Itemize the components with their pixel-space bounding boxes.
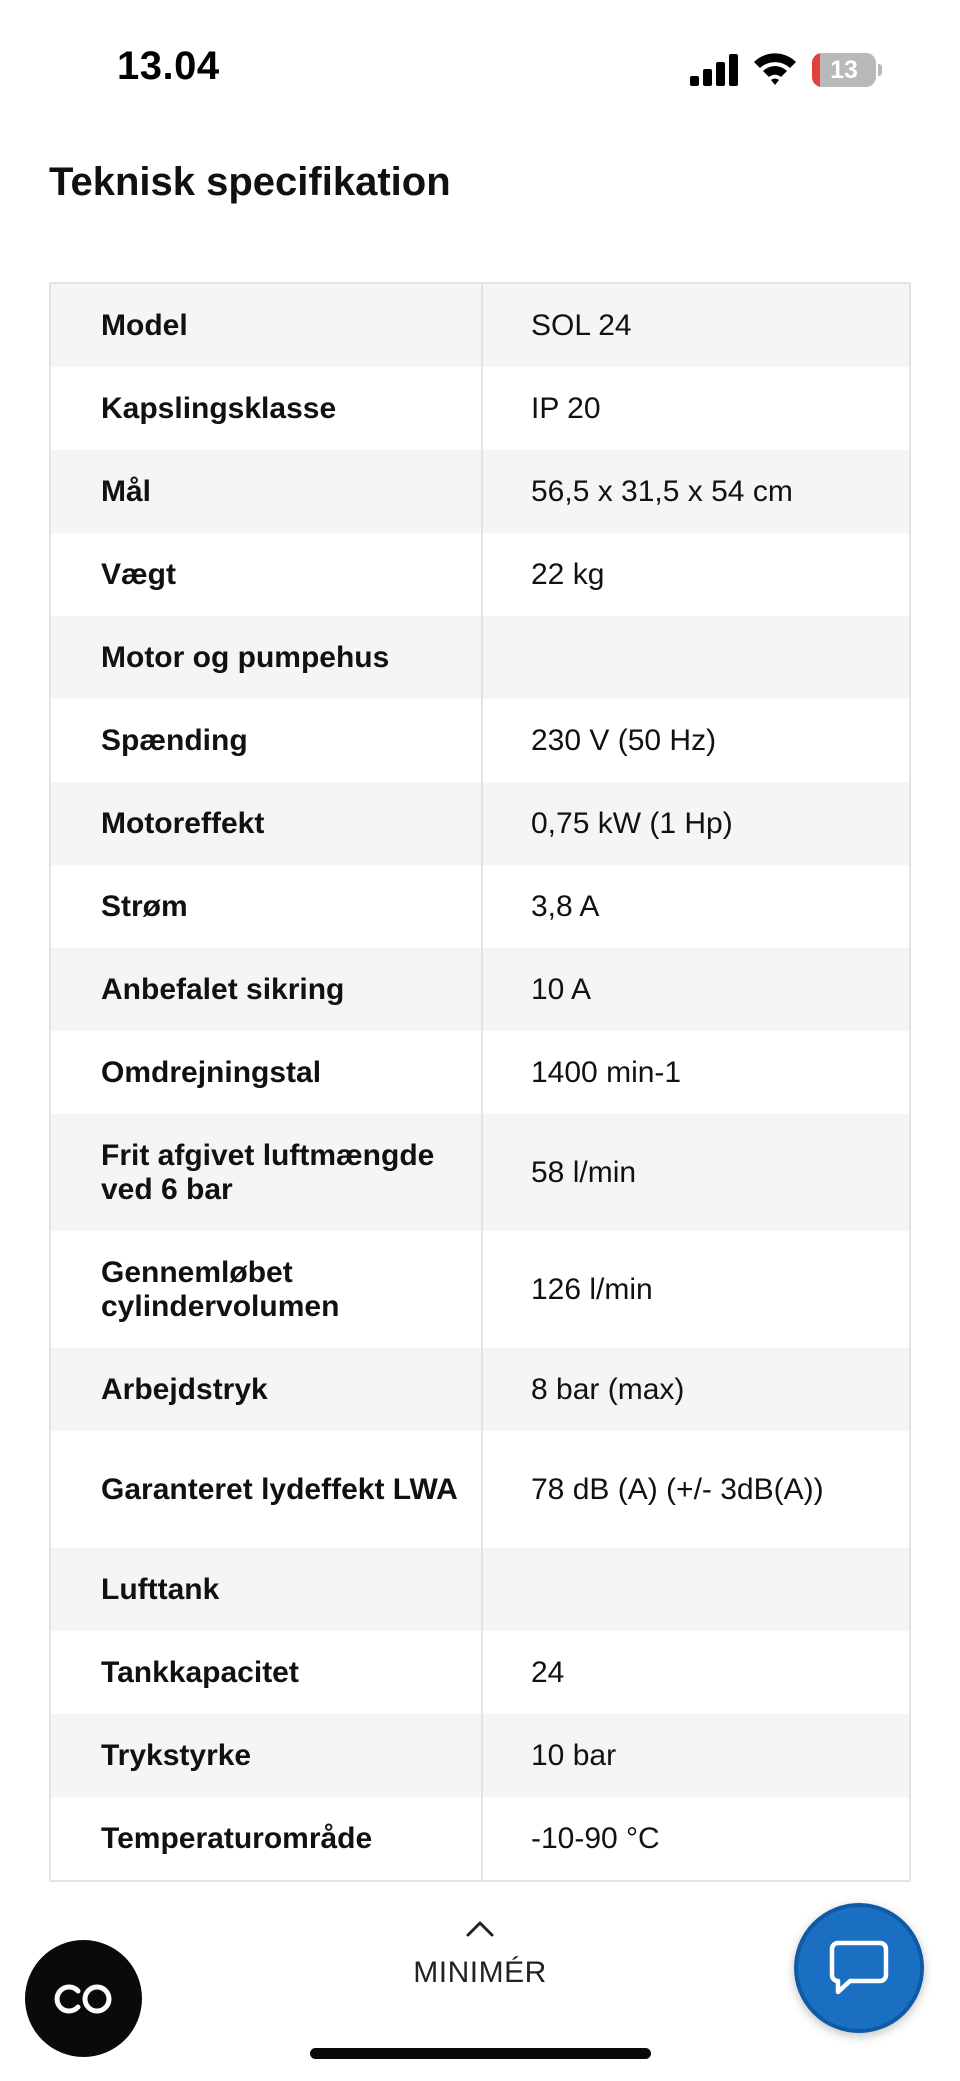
chat-icon — [828, 1939, 890, 1997]
spec-section-label: Motor og pumpehus — [51, 616, 483, 699]
spec-row-cylindervolumen — [51, 1231, 909, 1348]
spec-value: 126 l/min — [531, 1272, 653, 1306]
status-bar — [0, 0, 960, 140]
spec-row-tankkapacitet — [51, 1631, 909, 1714]
spec-row-section-motor — [51, 616, 909, 699]
spec-section-label: Lufttank — [51, 1548, 483, 1631]
spec-value: 24 — [531, 1655, 565, 1689]
spec-value: 78 dB (A) (+/- 3dB(A)) — [531, 1472, 824, 1506]
spec-label: Model — [51, 284, 483, 367]
spec-row-kapslingsklasse — [51, 367, 909, 450]
spec-value: 1400 min-1 — [531, 1055, 682, 1089]
spec-value: 230 V (50 Hz) — [531, 723, 717, 757]
page-title: Teknisk specifikation — [49, 160, 451, 204]
spec-value: 22 kg — [531, 557, 605, 591]
spec-value — [483, 616, 909, 699]
chat-button[interactable] — [794, 1903, 924, 2033]
spec-value: 0,75 kW (1 Hp) — [531, 806, 733, 840]
spec-row-vaegt — [51, 533, 909, 616]
spec-label: Spænding — [51, 699, 483, 782]
spec-label: Vægt — [51, 533, 483, 616]
battery-level: 13 — [830, 56, 858, 84]
spec-label: Garanteret lydeffekt LWA — [51, 1431, 483, 1548]
spec-value: -10-90 °C — [531, 1821, 660, 1855]
spec-value: SOL 24 — [531, 308, 632, 342]
spec-value: 10 A — [531, 972, 592, 1006]
minimize-label: MINIMÉR — [413, 1956, 547, 1989]
wifi-icon — [752, 50, 798, 86]
spec-label: Mål — [51, 450, 483, 533]
spec-value: 8 bar (max) — [531, 1372, 685, 1406]
spec-label: Frit afgivet luftmængde ved 6 bar — [51, 1114, 483, 1231]
spec-row-omdrejningstal — [51, 1031, 909, 1114]
spec-label: Trykstyrke — [51, 1714, 483, 1797]
spec-row-lydeffekt — [51, 1431, 909, 1548]
spec-row-temperaturomraade — [51, 1797, 909, 1880]
spec-label: Motoreffekt — [51, 782, 483, 865]
spec-label: Gennemløbet cylindervolumen — [51, 1231, 483, 1348]
spec-label: Strøm — [51, 865, 483, 948]
spec-label: Kapslingsklasse — [51, 367, 483, 450]
spec-row-sikring — [51, 948, 909, 1031]
spec-label: Tankkapacitet — [51, 1631, 483, 1714]
battery-body — [812, 53, 876, 87]
spec-row-arbejdstryk — [51, 1348, 909, 1431]
battery-cap — [878, 64, 882, 76]
spec-row-section-lufttank — [51, 1548, 909, 1631]
chevron-up-icon — [465, 1918, 495, 1938]
spec-value: 3,8 A — [531, 889, 600, 923]
spec-row-model — [51, 284, 909, 367]
spec-label: Omdrejningstal — [51, 1031, 483, 1114]
spec-value — [483, 1548, 909, 1631]
co-icon — [52, 1982, 116, 2016]
spec-label: Arbejdstryk — [51, 1348, 483, 1431]
spec-row-spaending — [51, 699, 909, 782]
spec-value: 58 l/min — [531, 1155, 637, 1189]
spec-table — [49, 282, 911, 1882]
spec-value: 56,5 x 31,5 x 54 cm — [531, 474, 793, 508]
status-time: 13.04 — [117, 44, 220, 88]
spec-row-maal — [51, 450, 909, 533]
spec-label: Temperaturområde — [51, 1797, 483, 1880]
spec-value: 10 bar — [531, 1738, 617, 1772]
spec-row-motoreffekt — [51, 782, 909, 865]
battery-icon — [812, 53, 882, 87]
spec-row-stroem — [51, 865, 909, 948]
signal-icon — [690, 54, 740, 86]
spec-row-luftmaengde — [51, 1114, 909, 1231]
minimize-button[interactable] — [380, 1918, 580, 1998]
spec-row-trykstyrke — [51, 1714, 909, 1797]
spec-value: IP 20 — [531, 391, 601, 425]
co-button[interactable] — [25, 1940, 142, 2057]
home-indicator[interactable] — [310, 2048, 651, 2059]
spec-label: Anbefalet sikring — [51, 948, 483, 1031]
